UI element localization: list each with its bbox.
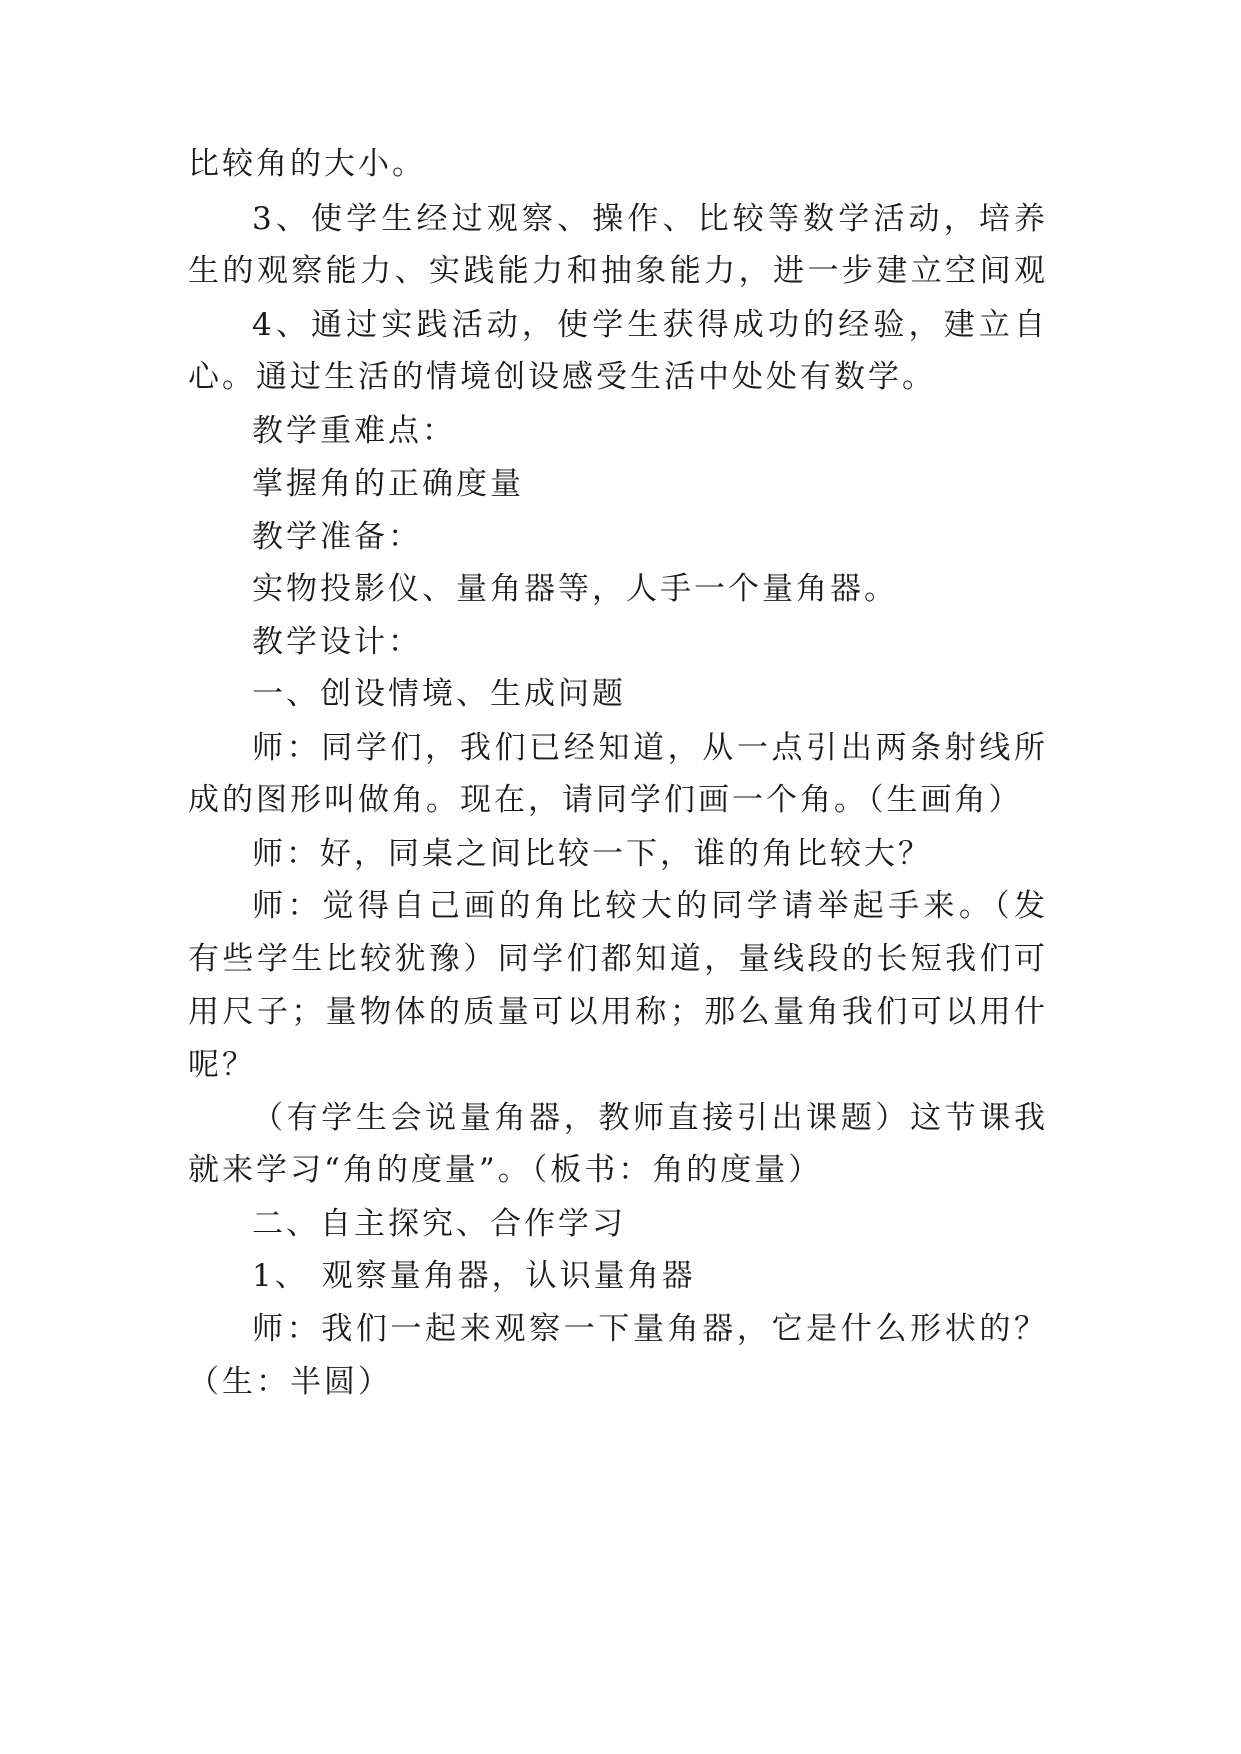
paragraph-line: 师：同学们，我们已经知道，从一点引出两条射线所: [252, 730, 1048, 766]
paragraph-line: 掌握角的正确度量: [252, 466, 524, 502]
section-heading: 教学重难点：: [252, 413, 456, 449]
paragraph-line: 实物投影仪、量角器等，人手一个量角器。: [252, 571, 898, 607]
section-heading: 教学准备：: [252, 519, 422, 555]
paragraph-line: 3、使学生经过观察、操作、比较等数学活动，培养: [252, 201, 1048, 237]
paragraph-line: 就来学习“角的度量”。（板书：角的度量）: [188, 1152, 823, 1188]
paragraph-line: 4、通过实践活动，使学生获得成功的经验，建立自: [252, 307, 1048, 343]
section-heading: 二、自主探究、合作学习: [252, 1206, 626, 1242]
paragraph-line: 生的观察能力、实践能力和抽象能力，进一步建立空间观: [188, 253, 1048, 289]
paragraph-line: 比较角的大小。: [188, 146, 426, 182]
section-heading: 教学设计：: [252, 624, 422, 660]
paragraph-line: （生：半圆）: [188, 1364, 392, 1400]
subsection-heading: 1、 观察量角器，认识量角器: [252, 1258, 696, 1294]
paragraph-line: （有学生会说量角器，教师直接引出课题）这节课我: [252, 1100, 1048, 1136]
section-heading: 一、创设情境、生成问题: [252, 676, 626, 712]
paragraph-line: 师：好，同桌之间比较一下，谁的角比较大？: [252, 836, 932, 872]
paragraph-line: 用尺子；量物体的质量可以用称；那么量角我们可以用什: [188, 994, 1048, 1030]
paragraph-line: 心。通过生活的情境创设感受生活中处处有数学。: [188, 359, 936, 395]
paragraph-line: 有些学生比较犹豫）同学们都知道，量线段的长短我们可: [188, 941, 1048, 977]
paragraph-line: 师：觉得自己画的角比较大的同学请举起手来。（发: [252, 888, 1048, 924]
paragraph-line: 师：我们一起来观察一下量角器，它是什么形状的？: [252, 1311, 1048, 1347]
paragraph-line: 呢？: [188, 1047, 256, 1083]
paragraph-line: 成的图形叫做角。现在，请同学们画一个角。（生画角）: [188, 782, 1023, 818]
